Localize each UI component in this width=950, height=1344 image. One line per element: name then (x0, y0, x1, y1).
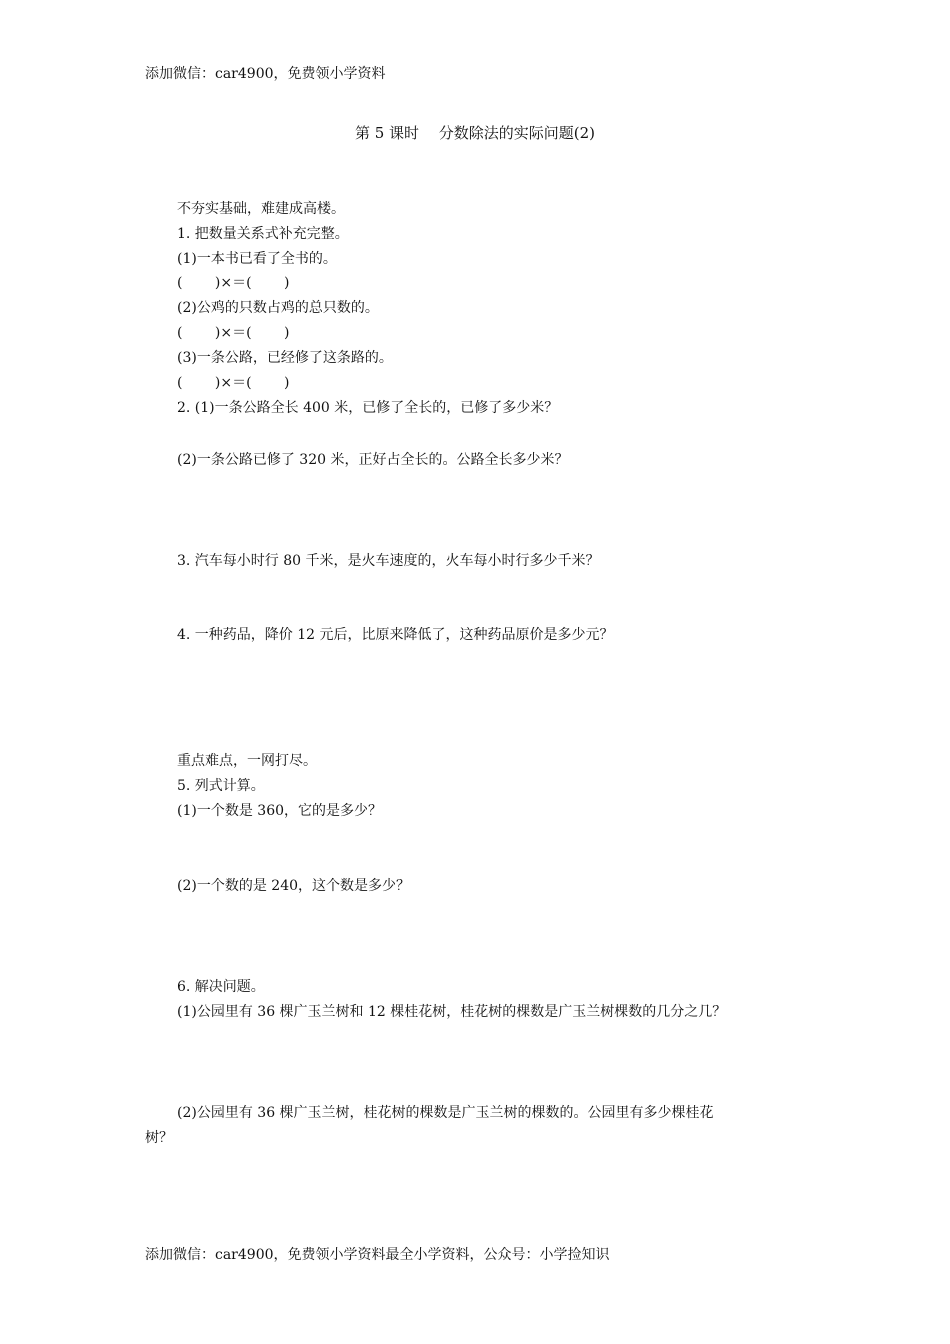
q5-part1: (1)一个数是 360，它的是多少？ (177, 803, 383, 819)
q1-formula-1: ( )×＝( ) (177, 275, 290, 291)
q1-stem: 1. 把数量关系式补充完整。 (177, 226, 349, 242)
q1-formula-3: ( )×＝( ) (177, 375, 290, 391)
q2-part1: 2. (1)一条公路全长 400 米，已修了全长的，已修了多少米？ (177, 400, 559, 416)
q6-part1: (1)公园里有 36 棵广玉兰树和 12 棵桂花树，桂花树的棵数是广玉兰树棵数的几分之几？ (177, 1004, 727, 1020)
q1-item-2: (2)公鸡的只数占鸡的总只数的。 (177, 300, 379, 316)
q2-part2: (2)一条公路已修了 320 米，正好占全长的。公路全长多少米？ (177, 452, 569, 468)
q5-stem: 5. 列式计算。 (177, 778, 265, 794)
section1-heading: 不夯实基础，难建成高楼。 (177, 201, 345, 217)
section2-heading: 重点难点，一网打尽。 (177, 753, 317, 769)
header-note: 添加微信：car4900，免费领小学资料 (145, 66, 386, 82)
q6-stem: 6. 解决问题。 (177, 979, 265, 995)
page-title: 第 5 课时 分数除法的实际问题(2) (354, 124, 596, 142)
footer-note: 添加微信：car4900，免费领小学资料最全小学资料，公众号：小学捡知识 (145, 1247, 610, 1263)
q4: 4. 一种药品，降价 12 元后，比原来降低了，这种药品原价是多少元？ (177, 627, 614, 643)
q3: 3. 汽车每小时行 80 千米，是火车速度的，火车每小时行多少千米？ (177, 553, 600, 569)
q6-part2-line1: (2)公园里有 36 棵广玉兰树，桂花树的棵数是广玉兰树的棵数的。公园里有多少棵桂花 (177, 1105, 714, 1121)
q1-item-1: (1)一本书已看了全书的。 (177, 251, 337, 267)
q6-part2-line2: 树？ (145, 1130, 173, 1146)
q1-formula-2: ( )×＝( ) (177, 325, 290, 341)
q5-part2: (2)一个数的是 240，这个数是多少？ (177, 878, 411, 894)
q1-item-3: (3)一条公路，已经修了这条路的。 (177, 350, 393, 366)
